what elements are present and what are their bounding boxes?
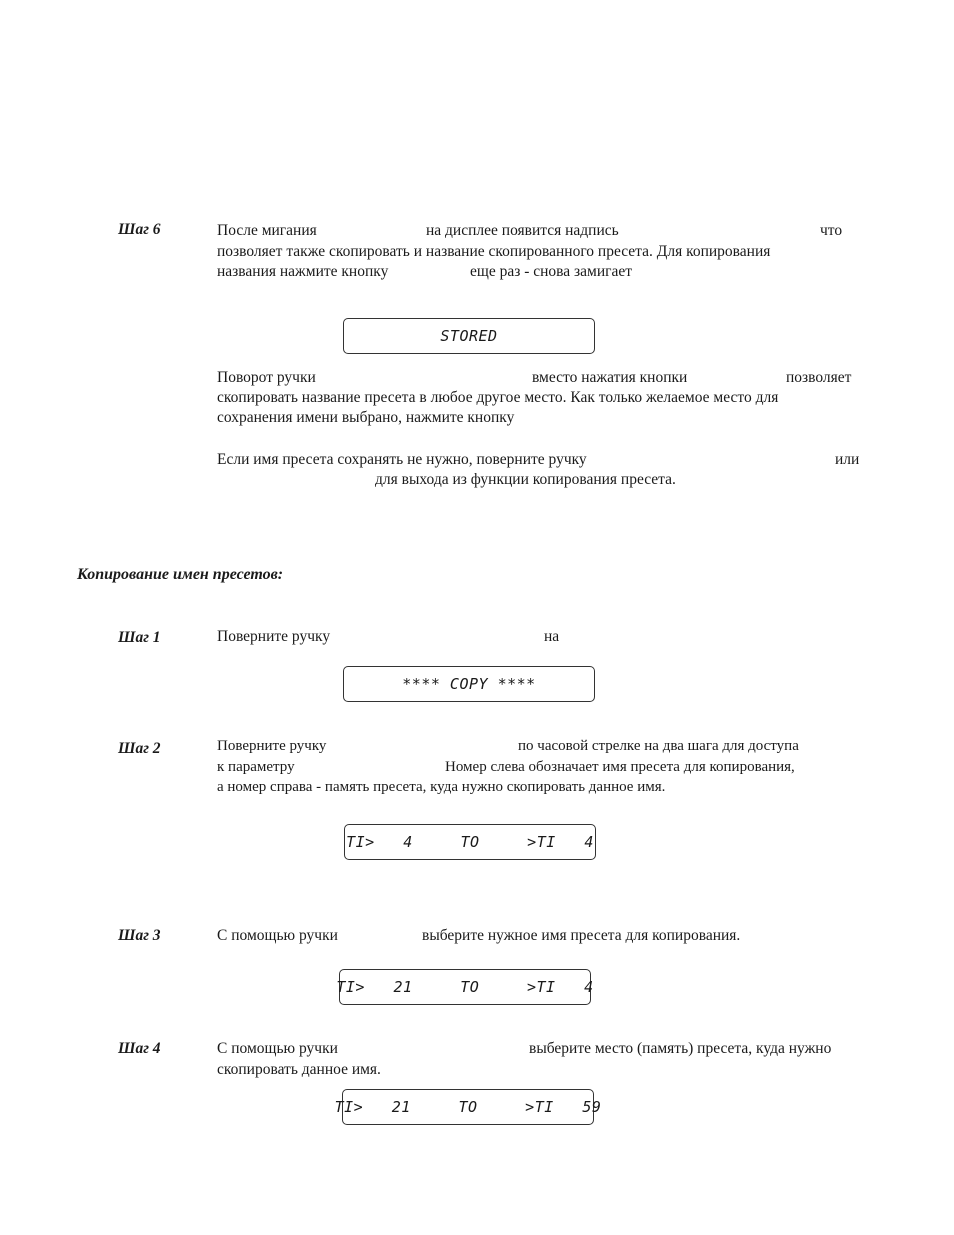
step-6-text-1a: После мигания (217, 222, 317, 239)
step-6-text-3b: еще раз - снова замигает (470, 263, 633, 280)
step-4-label: Шаг 4 (118, 1040, 161, 1057)
step-3-text-1b: выберите нужное имя пресета для копирования. (422, 927, 741, 944)
lcd-text: STORED (440, 327, 498, 345)
step-6-text-1c: что (820, 222, 843, 239)
lcd-text: TI> 4 TO >TI 4 (346, 833, 594, 851)
lcd-text: TI> 21 TO >TI 59 (334, 1098, 602, 1116)
step-1-label: Шаг 1 (118, 629, 161, 646)
step-6-p3-text-1a: Если имя пресета сохранять не нужно, поверните ручку (217, 451, 587, 468)
lcd-text: **** COPY **** (402, 675, 536, 693)
step-2-text-1a: Поверните ручку (217, 738, 327, 754)
step-6-p2-text-2: скопировать название пресета в любое другое место. Как только желаемое место для (217, 389, 779, 406)
step-4-text-1b: выберите место (память) пресета, куда нужно (529, 1040, 832, 1057)
step-6-p3-text-1b: или (835, 451, 860, 468)
step-1-text-1a: Поверните ручку (217, 628, 331, 645)
step-4-text-1a: С помощью ручки (217, 1040, 338, 1057)
step-2-label: Шаг 2 (118, 740, 161, 757)
step-6-text-2: позволяет также скопировать и название скопированного пресета. Для копирования (217, 243, 771, 260)
lcd-text: TI> 21 TO >TI 4 (336, 978, 594, 996)
step-2-text-2b: Номер слева обозначает имя пресета для копирования, (445, 759, 795, 775)
step-6-p3-text-2: для выхода из функции копирования пресета. (375, 471, 676, 488)
step-1-text-1b: на (544, 628, 560, 645)
step-6-p2-text-1b: вместо нажатия кнопки (532, 369, 688, 386)
step-6-label: Шаг 6 (118, 221, 161, 238)
step-3-label: Шаг 3 (118, 927, 161, 944)
lcd-display-step-3 (336, 969, 594, 1005)
step-2-text-3: а номер справа - память пресета, куда нужно скопировать данное имя. (217, 779, 666, 795)
step-2-text-1b: по часовой стрелке на два шага для доступа (518, 738, 799, 754)
step-3-text-1a: С помощью ручки (217, 927, 338, 944)
lcd-display-step-4 (334, 1089, 602, 1125)
step-2-text-2a: к параметру (217, 759, 295, 775)
step-4-text-2: скопировать данное имя. (217, 1061, 381, 1078)
step-6-p2-text-1a: Поворот ручки (217, 369, 316, 386)
step-6-text-3a: названия нажмите кнопку (217, 263, 389, 280)
lcd-display-step-2 (344, 824, 596, 860)
step-6-p2-text-3: сохранения имени выбрано, нажмите кнопку (217, 409, 515, 426)
step-6-p2-text-1c: позволяет (786, 369, 852, 386)
lcd-display-copy (343, 666, 595, 702)
lcd-display-stored (343, 318, 595, 354)
section-title: Копирование имен пресетов: (77, 566, 284, 583)
step-6-text-1b: на дисплее появится надпись (426, 222, 619, 239)
